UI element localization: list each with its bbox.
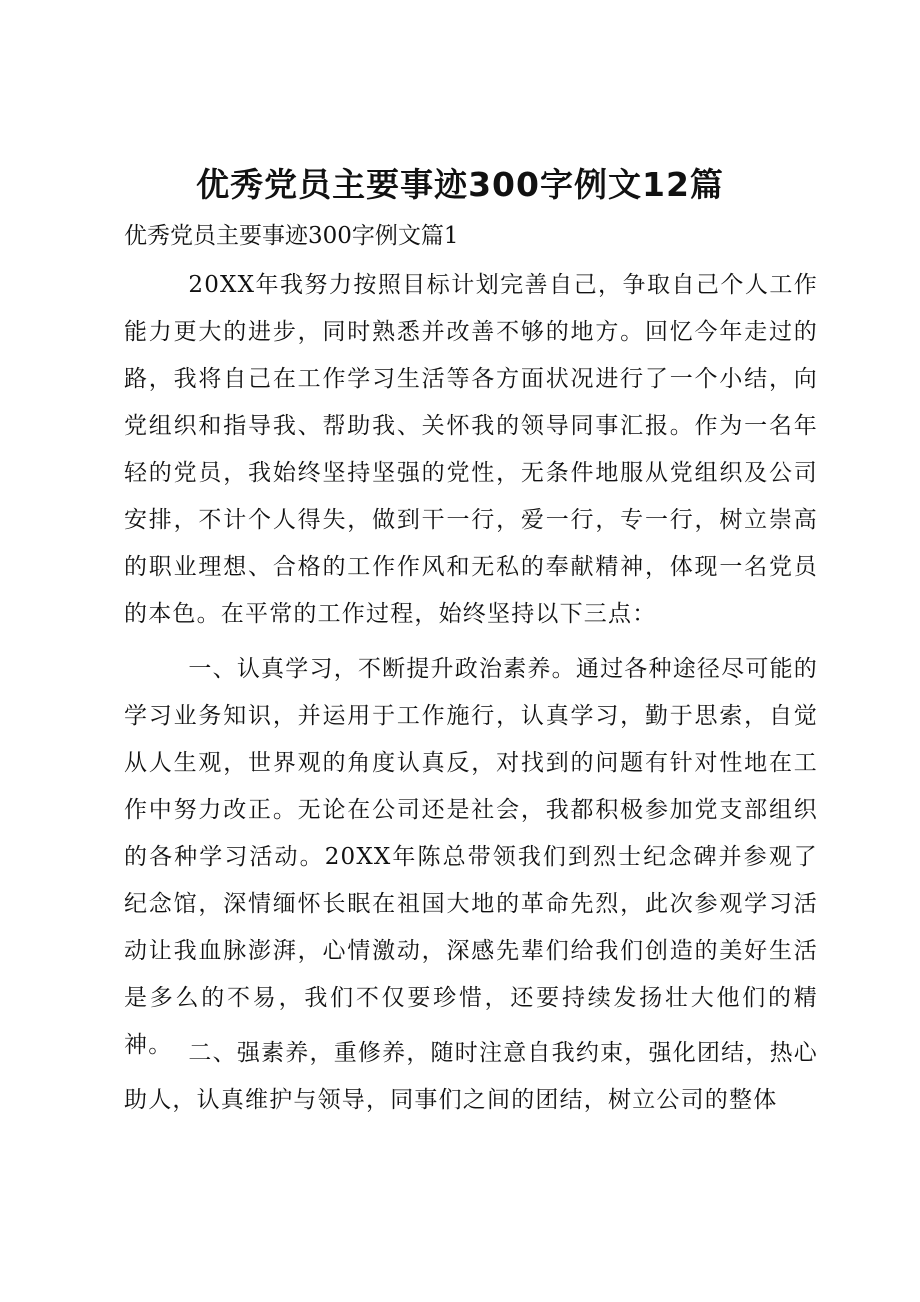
document-title: 优秀党员主要事迹300字例文12篇 xyxy=(196,165,724,204)
body-paragraph-point-two: 二、强素养，重修养，随时注意自我约束，强化团结，热心助人，认真维护与领导，同事们之间的团结，树立公司的整体 xyxy=(124,1040,818,1113)
body-paragraph-intro: 20XX年我努力按照目标计划完善自己，争取自己个人工作能力更大的进步，同时熟悉并改善不够的地方。回忆今年走过的路，我将自己在工作学习生活等各方面状况进行了一个小结，向党组织和指导我、帮助我、关怀我的领导同事汇报。作为一名年轻的党员，我始终坚持坚强的党性，无条件地服从党组织及公司安排，不计个人得失，做到干一行，爱一行，专一行，树立崇高的职业理想、合格的工作作风和无私的奉献精神，体现一名党员的本色。在平常的工作过程，始终坚持以下三点： xyxy=(124,272,818,627)
body-paragraph-point-one: 一、认真学习，不断提升政治素养。通过各种途径尽可能的学习业务知识，并运用于工作施行，认真学习，勤于思索，自觉从人生观，世界观的角度认真反，对找到的问题有针对性地在工作中努力改正。无论在公司还是社会，我都积极参加党支部组织的各种学习活动。20XX年陈总带领我们到烈士纪念碑并参观了纪念馆，深情缅怀长眠在祖国大地的革命先烈，此次参观学习活动让我血脉澎湃，心情激动，深感先辈们给我们创造的美好生活是多么的不易，我们不仅要珍惜，还要持续发扬壮大他们的精神。 xyxy=(124,656,818,1058)
section-heading: 优秀党员主要事迹300字例文篇1 xyxy=(124,223,459,249)
